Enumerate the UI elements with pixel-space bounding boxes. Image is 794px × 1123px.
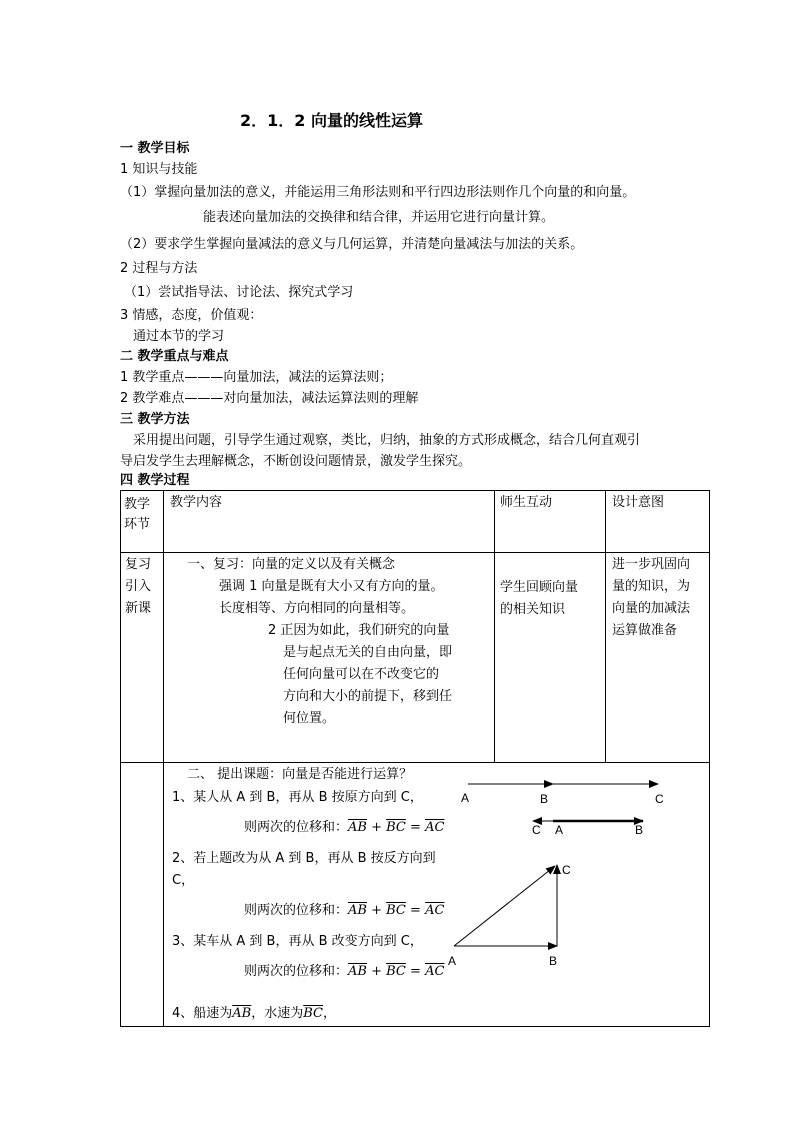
intent-line: 运算做准备 bbox=[612, 623, 678, 638]
method-text: 导启发学生去理解概念，不断创设问题情景，激发学生探究。 bbox=[120, 454, 472, 469]
intent-line: 向量的加减法 bbox=[612, 601, 691, 616]
subheading-process: 2 过程与方法 bbox=[120, 261, 198, 276]
point-label-a: A bbox=[448, 954, 457, 968]
content-line: 长度相等、方向相同的向量相等。 bbox=[219, 601, 415, 616]
point-label-b: B bbox=[549, 954, 558, 968]
intent-line: 进一步巩固向 bbox=[612, 557, 691, 572]
content-line: 2 正因为如此，我们研究的向量 bbox=[268, 623, 450, 638]
point-label-c: C bbox=[562, 863, 571, 877]
method-text: 采用提出问题，引导学生通过观察，类比，归纳，抽象的方式形成概念，结合几何直观引 bbox=[133, 433, 641, 448]
content-line: 何位置。 bbox=[283, 711, 336, 726]
topic-question: 二、 提出课题：向量是否能进行运算？ bbox=[187, 767, 413, 782]
keypoint-text: 2 教学难点———对向量加法，减法运算法则的理解 bbox=[120, 391, 419, 406]
goal-text: 通过本节的学习 bbox=[133, 329, 225, 344]
subheading-attitude: 3 情感，态度，价值观： bbox=[120, 308, 263, 323]
content-line: 是与起点无关的自由向量，即 bbox=[283, 645, 453, 660]
header-stage: 教学环节 bbox=[124, 497, 151, 532]
header-content: 教学内容 bbox=[170, 495, 223, 510]
problem-1: 1、某人从 A 到 B，再从 B 按原方向到 C， bbox=[172, 790, 423, 805]
point-label-c: C bbox=[532, 823, 541, 837]
displacement-sum-1: 则两次的位移和：$\overline{AB} + \overline{BC} = \overline{AC}$ bbox=[244, 820, 445, 835]
goal-text: （2）要求学生掌握向量减法的意义与几何运算，并清楚向量减法与加法的关系。 bbox=[120, 237, 584, 252]
intent-line: 量的知识，为 bbox=[612, 579, 691, 594]
problem-3: 3、某车从 A 到 B，再从 B 改变方向到 C， bbox=[172, 934, 423, 949]
subheading-knowledge: 1 知识与技能 bbox=[120, 162, 198, 177]
stage-label: 引入 bbox=[125, 579, 152, 594]
section-heading-keypoints: 二 教学重点与难点 bbox=[120, 349, 229, 364]
section-heading-process: 四 教学过程 bbox=[120, 473, 190, 488]
page-title: 2．1．2 向量的线性运算 bbox=[240, 111, 423, 130]
content-line: 方向和大小的前提下，移到任 bbox=[283, 689, 453, 704]
goal-text: （1）尝试指导法、讨论法、探究式学习 bbox=[124, 285, 354, 300]
problem-4: 4、船速为$\overline{AB}$，水速为$\overline{BC}$， bbox=[172, 1006, 337, 1021]
header-interaction: 师生互动 bbox=[500, 495, 553, 510]
goal-text: （1）掌握向量加法的意义，并能运用三角形法则和平行四边形法则作几个向量的和向量。 bbox=[120, 185, 636, 200]
problem-2: 2、若上题改为从 A 到 B，再从 B 按反方向到 bbox=[172, 851, 436, 866]
interaction-line: 学生回顾向量 bbox=[500, 580, 579, 595]
point-label-a: A bbox=[555, 823, 564, 837]
section-heading-goals: 一 教学目标 bbox=[120, 141, 190, 156]
interaction-line: 的相关知识 bbox=[500, 602, 566, 617]
keypoint-text: 1 教学重点———向量加法，减法的运算法则； bbox=[120, 370, 393, 385]
problem-2-cont: C， bbox=[172, 873, 195, 888]
displacement-sum-2: 则两次的位移和：$\overline{AB} + \overline{BC} = \overline{AC}$ bbox=[244, 903, 445, 918]
goal-text: 能表述向量加法的交换律和结合律，并运用它进行向量计算。 bbox=[203, 210, 555, 225]
content-line: 强调 1 向量是既有大小又有方向的量。 bbox=[219, 579, 444, 594]
diagram-triangle bbox=[454, 865, 557, 946]
section-heading-methods: 三 教学方法 bbox=[120, 412, 190, 427]
point-label-c: C bbox=[655, 792, 664, 806]
point-label-b: B bbox=[540, 792, 549, 806]
point-label-a: A bbox=[461, 791, 470, 805]
content-line: 任何向量可以在不改变它的 bbox=[283, 667, 440, 682]
displacement-sum-3: 则两次的位移和：$\overline{AB} + \overline{BC} = \overline{AC}$ bbox=[244, 964, 445, 979]
point-label-b: B bbox=[635, 823, 644, 837]
stage-label: 复习 bbox=[125, 557, 152, 572]
vector-ac bbox=[454, 866, 555, 946]
stage-label: 新课 bbox=[125, 601, 152, 616]
header-intent: 设计意图 bbox=[612, 495, 665, 510]
content-line: 一、复习：向量的定义以及有关概念 bbox=[187, 557, 396, 572]
